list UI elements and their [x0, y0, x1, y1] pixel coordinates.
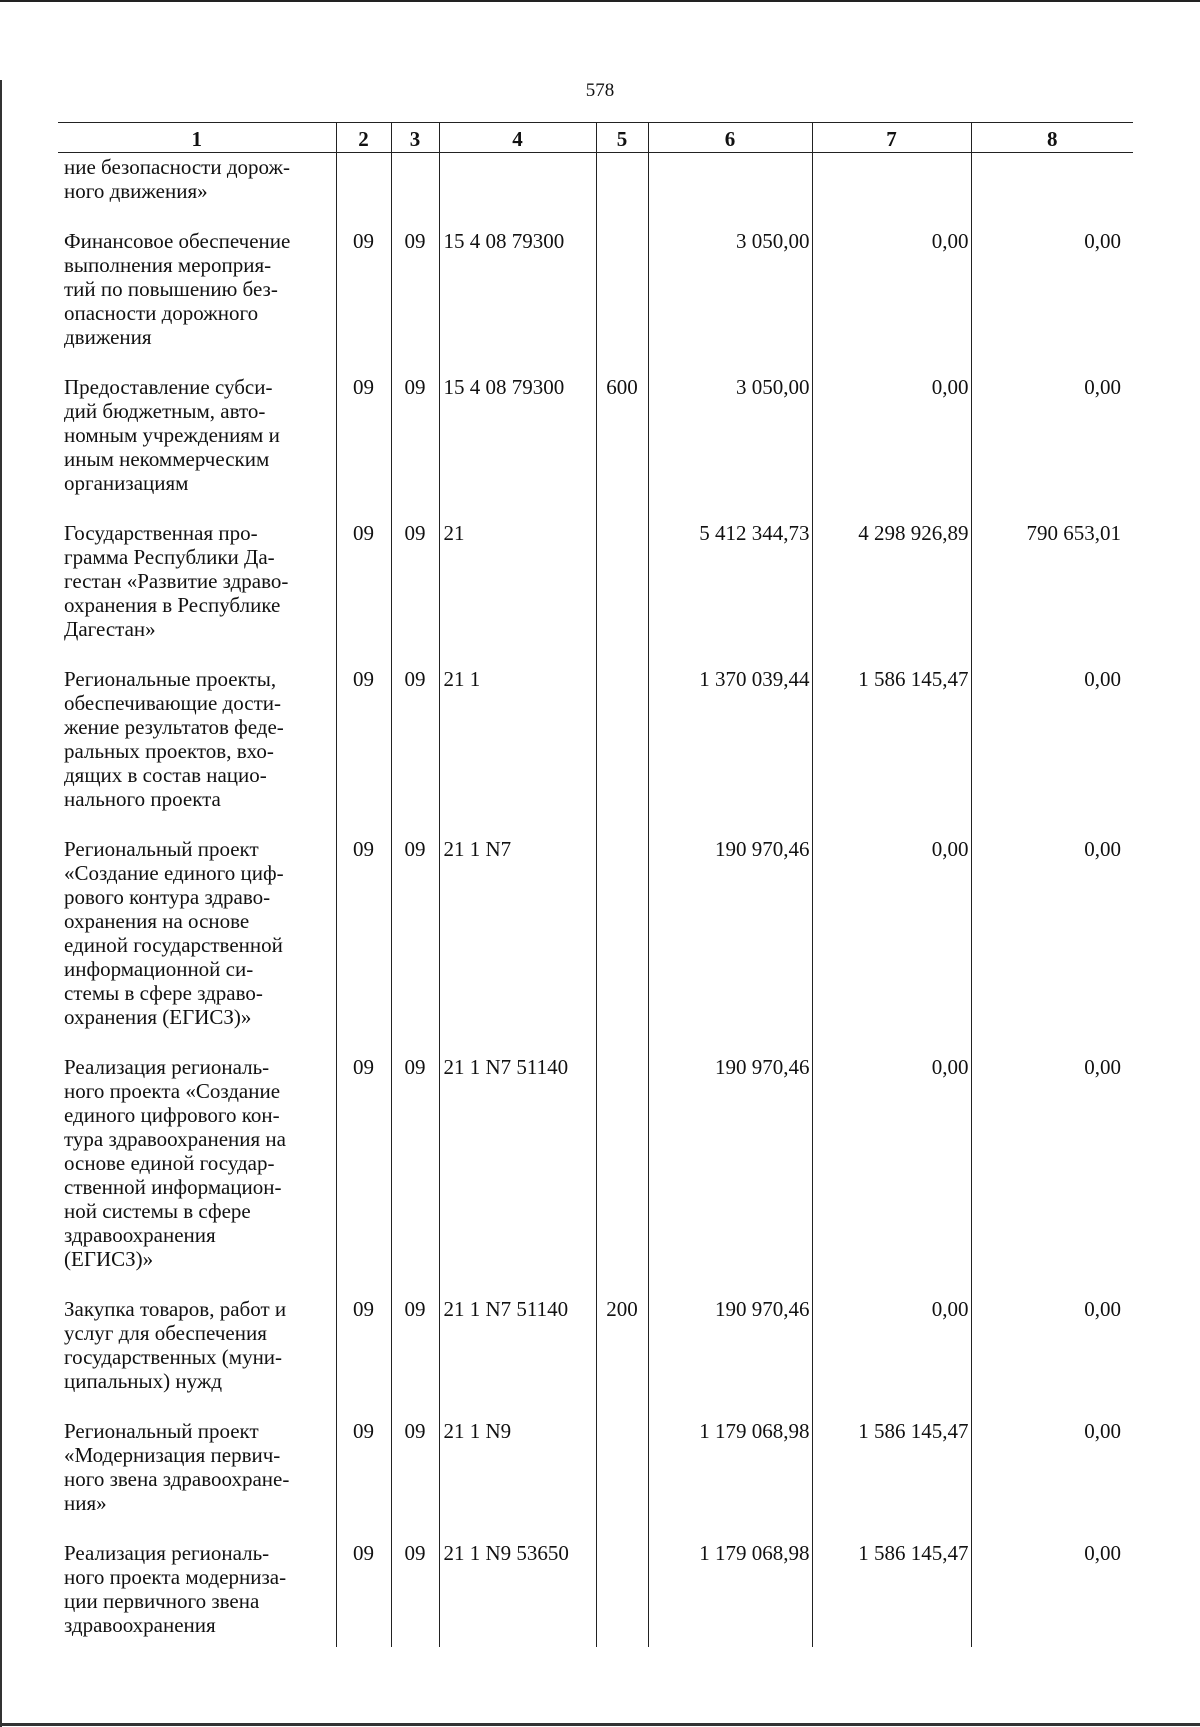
amount-col8-cell: 0,00: [971, 229, 1133, 375]
column-header-7: 7: [812, 123, 971, 153]
section-code-cell: [336, 153, 391, 230]
amount-col7-cell: 4 298 926,89: [812, 521, 971, 667]
table-row: [58, 375, 1133, 521]
section-code-cell: 09: [336, 1419, 391, 1541]
table-body: [58, 153, 1133, 1648]
scan-edge-bottom: [0, 1723, 1200, 1726]
column-header-4: 4: [439, 123, 596, 153]
table-row: [58, 1055, 1133, 1297]
amount-col6-cell: 3 050,00: [648, 229, 812, 375]
subsection-code-cell: 09: [391, 1297, 439, 1419]
amount-col8-cell: 0,00: [971, 667, 1133, 837]
section-code-cell: 09: [336, 1055, 391, 1297]
target-article-cell: 21 1 N7 51140: [439, 1055, 596, 1297]
section-code-cell: 09: [336, 521, 391, 667]
row-name-cell: Предоставление субси- дий бюджетным, авто- номным учреждениям и иным некоммерческим организациям: [64, 375, 280, 495]
amount-col7-cell: 0,00: [812, 375, 971, 521]
row-name-cell: Финансовое обеспечение выполнения мероприя- тий по повышению без- опасности дорожного движения: [64, 229, 291, 349]
expense-type-cell: [596, 153, 648, 230]
table-row: [58, 1541, 1133, 1647]
amount-col8-cell: [971, 153, 1133, 230]
target-article-cell: 21 1: [439, 667, 596, 837]
row-name-cell: Региональный проект «Создание единого циф- рового контура здраво- охранения на основе единой государственной информационной си- стемы в сфере здраво- охранения (ЕГИСЗ)»: [64, 837, 284, 1029]
amount-col7-cell: 0,00: [812, 837, 971, 1055]
amount-col6-cell: [648, 153, 812, 230]
amount-col8-cell: 0,00: [971, 1541, 1133, 1647]
amount-col7-cell: 0,00: [812, 1055, 971, 1297]
section-code-cell: 09: [336, 837, 391, 1055]
expense-type-cell: [596, 1055, 648, 1297]
subsection-code-cell: 09: [391, 1055, 439, 1297]
scan-edge-top: [0, 0, 1200, 2]
expense-type-cell: [596, 1419, 648, 1541]
row-name-cell: Региональный проект «Модернизация первич- ного звена здравоохране- ния»: [64, 1419, 290, 1515]
table-row: [58, 229, 1133, 375]
expense-type-cell: [596, 229, 648, 375]
budget-table-wrapper: [58, 122, 1133, 1647]
table-row: [58, 153, 1133, 230]
subsection-code-cell: 09: [391, 837, 439, 1055]
target-article-cell: 21 1 N7: [439, 837, 596, 1055]
amount-col8-cell: 0,00: [971, 837, 1133, 1055]
row-name-cell: Закупка товаров, работ и услуг для обеспечения государственных (муни- ципальных) нужд: [64, 1297, 287, 1393]
subsection-code-cell: 09: [391, 375, 439, 521]
target-article-cell: 15 4 08 79300: [439, 229, 596, 375]
subsection-code-cell: 09: [391, 1419, 439, 1541]
amount-col8-cell: 790 653,01: [971, 521, 1133, 667]
section-code-cell: 09: [336, 229, 391, 375]
column-header-6: 6: [648, 123, 812, 153]
page-number: 578: [585, 80, 615, 101]
row-name-cell: Реализация региональ- ного проекта «Создание единого цифрового кон- тура здравоохранения на основе единой государ- ственной информацион- ной системы в сфере здравоохранения (ЕГИСЗ)»: [64, 1055, 286, 1271]
target-article-cell: 21: [439, 521, 596, 667]
amount-col6-cell: 190 970,46: [648, 837, 812, 1055]
column-header-8: 8: [971, 123, 1133, 153]
table-row: [58, 521, 1133, 667]
section-code-cell: 09: [336, 1541, 391, 1647]
subsection-code-cell: 09: [391, 229, 439, 375]
budget-table: [58, 122, 1133, 1647]
column-header-1: 1: [58, 123, 336, 153]
table-header-row: [58, 123, 1133, 153]
column-header-5: 5: [596, 123, 648, 153]
amount-col6-cell: 1 370 039,44: [648, 667, 812, 837]
amount-col6-cell: 5 412 344,73: [648, 521, 812, 667]
section-code-cell: 09: [336, 375, 391, 521]
amount-col7-cell: 0,00: [812, 229, 971, 375]
section-code-cell: 09: [336, 1297, 391, 1419]
amount-col6-cell: 3 050,00: [648, 375, 812, 521]
amount-col7-cell: 1 586 145,47: [812, 667, 971, 837]
table-row: [58, 1419, 1133, 1541]
amount-col6-cell: 1 179 068,98: [648, 1541, 812, 1647]
row-name-cell: Региональные проекты, обеспечивающие дости- жение результатов феде- ральных проектов, вхо- дящих в состав нацио- нального проекта: [64, 667, 284, 811]
amount-col7-cell: [812, 153, 971, 230]
subsection-code-cell: 09: [391, 1541, 439, 1647]
amount-col7-cell: 1 586 145,47: [812, 1541, 971, 1647]
column-header-2: 2: [336, 123, 391, 153]
expense-type-cell: 200: [596, 1297, 648, 1419]
section-code-cell: 09: [336, 667, 391, 837]
amount-col6-cell: 1 179 068,98: [648, 1419, 812, 1541]
target-article-cell: [439, 153, 596, 230]
row-name-cell: ние безопасности дорож- ного движения»: [64, 155, 290, 203]
subsection-code-cell: 09: [391, 521, 439, 667]
table-row: [58, 667, 1133, 837]
table-row: [58, 837, 1133, 1055]
amount-col7-cell: 0,00: [812, 1297, 971, 1419]
table-row: [58, 1297, 1133, 1419]
row-name-cell: Государственная про- грамма Республики Да- гестан «Развитие здраво- охранения в Республике Дагестан»: [64, 521, 289, 641]
column-header-3: 3: [391, 123, 439, 153]
expense-type-cell: [596, 837, 648, 1055]
row-name-cell: Реализация региональ- ного проекта модерниза- ции первичного звена здравоохранения: [64, 1541, 287, 1637]
amount-col6-cell: 190 970,46: [648, 1055, 812, 1297]
subsection-code-cell: [391, 153, 439, 230]
expense-type-cell: [596, 521, 648, 667]
target-article-cell: 15 4 08 79300: [439, 375, 596, 521]
target-article-cell: 21 1 N9 53650: [439, 1541, 596, 1647]
expense-type-cell: 600: [596, 375, 648, 521]
expense-type-cell: [596, 1541, 648, 1647]
amount-col8-cell: 0,00: [971, 375, 1133, 521]
amount-col6-cell: 190 970,46: [648, 1297, 812, 1419]
target-article-cell: 21 1 N7 51140: [439, 1297, 596, 1419]
target-article-cell: 21 1 N9: [439, 1419, 596, 1541]
amount-col7-cell: 1 586 145,47: [812, 1419, 971, 1541]
scan-edge-left: [0, 80, 2, 1727]
amount-col8-cell: 0,00: [971, 1055, 1133, 1297]
expense-type-cell: [596, 667, 648, 837]
subsection-code-cell: 09: [391, 667, 439, 837]
amount-col8-cell: 0,00: [971, 1419, 1133, 1541]
amount-col8-cell: 0,00: [971, 1297, 1133, 1419]
